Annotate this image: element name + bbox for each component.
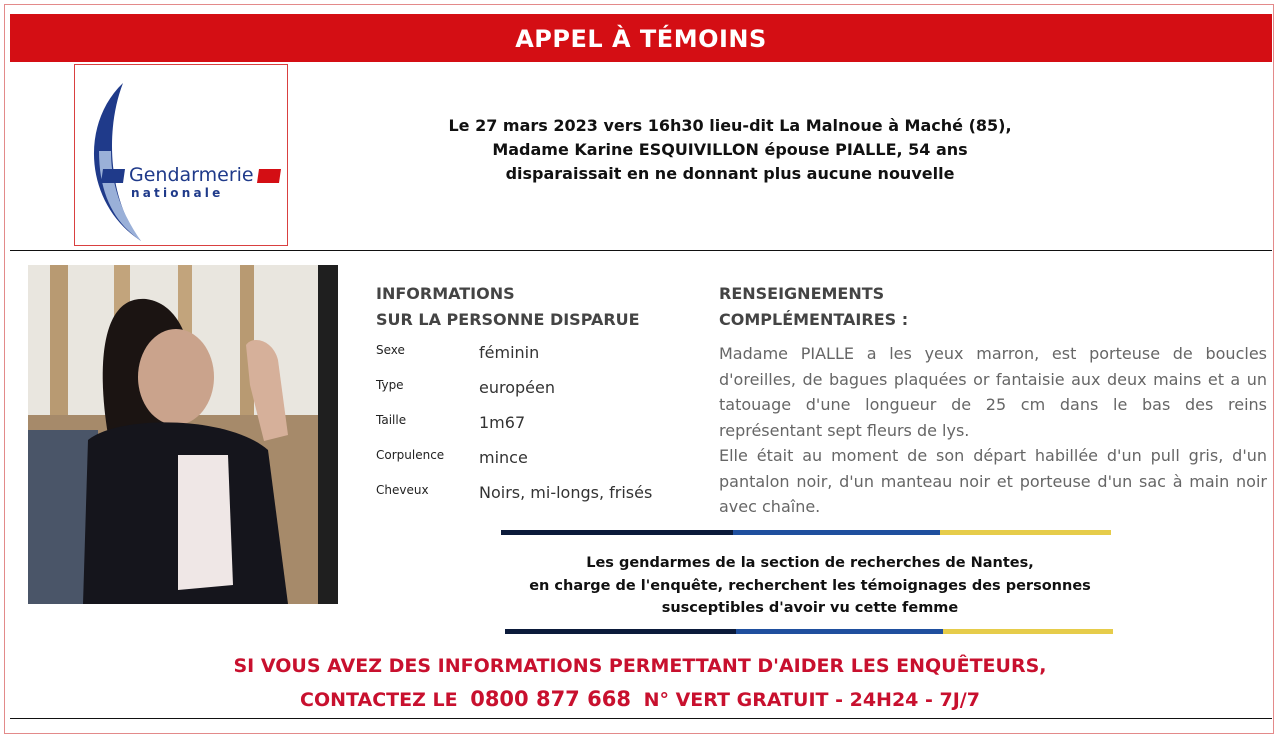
info-value-sexe: féminin xyxy=(479,343,540,362)
tricolor-stripe-bottom xyxy=(505,629,1113,634)
extra-section-title: RENSEIGNEMENTS COMPLÉMENTAIRES : xyxy=(719,284,909,329)
intro-line: disparaissait en ne donnant plus aucune nouvelle xyxy=(505,164,955,183)
info-value-corpulence: mince xyxy=(479,448,528,467)
info-label-corpulence: Corpulence xyxy=(376,448,445,462)
divider-bottom xyxy=(10,718,1272,719)
extra-paragraph: Elle était au moment de son départ habillée d'un pull gris, d'un pantalon noir, d'un manteau noir et porteuse d'un sac à main noir avec chaîne. xyxy=(719,446,1267,516)
logo-text-line2: nationale xyxy=(131,186,224,200)
extra-paragraph: Madame PIALLE a les yeux marron, est porteuse de boucles d'oreilles, de bagues plaquées or fantaisie aux deux mains et a un tatouage d'une longueur de 25 cm dans le bas des reins représentant sept fleurs de lys. xyxy=(719,344,1267,440)
contact-callout xyxy=(200,650,1080,717)
phone-number[interactable]: 0800 877 668 xyxy=(470,687,631,711)
logo-text-line1: Gendarmerie xyxy=(129,164,254,186)
info-label-cheveux: Cheveux xyxy=(376,483,429,497)
page-title: APPEL À TÉMOINS xyxy=(10,14,1272,62)
missing-person-photo xyxy=(28,265,338,604)
intro-text xyxy=(380,114,1080,186)
info-label-sexe: Sexe xyxy=(376,343,405,357)
gendarmes-notice: Les gendarmes de la section de recherches de Nantes, en charge de l'enquête, recherchent les témoignages des personnes susceptibles d'avoir vu cette femme xyxy=(529,555,1091,616)
contact-line1: SI VOUS AVEZ DES INFORMATIONS PERMETTANT D'AIDER LES ENQUÊTEURS, xyxy=(233,655,1047,677)
intro-line: Le 27 mars 2023 vers 16h30 lieu-dit La Malnoue à Maché (85), xyxy=(448,116,1012,135)
extra-description xyxy=(719,341,1267,520)
info-section-title: INFORMATIONS SUR LA PERSONNE DISPARUE xyxy=(376,284,640,329)
info-value-type: européen xyxy=(479,378,555,397)
info-value-taille: 1m67 xyxy=(479,413,526,432)
gendarmerie-logo xyxy=(74,64,288,246)
info-value-cheveux: Noirs, mi-longs, frisés xyxy=(479,483,653,502)
info-label-taille: Taille xyxy=(376,413,407,427)
intro-line: Madame Karine ESQUIVILLON épouse PIALLE, 54 ans xyxy=(492,140,968,159)
gendarmerie-logo-icon xyxy=(75,65,289,247)
contact-line2: CONTACTEZ LE 0800 877 668 N° VERT GRATUIT - 24H24 - 7J/7 xyxy=(300,687,980,711)
tricolor-stripe-top xyxy=(501,530,1111,535)
info-label-type: Type xyxy=(376,378,404,392)
divider-top xyxy=(10,250,1272,251)
